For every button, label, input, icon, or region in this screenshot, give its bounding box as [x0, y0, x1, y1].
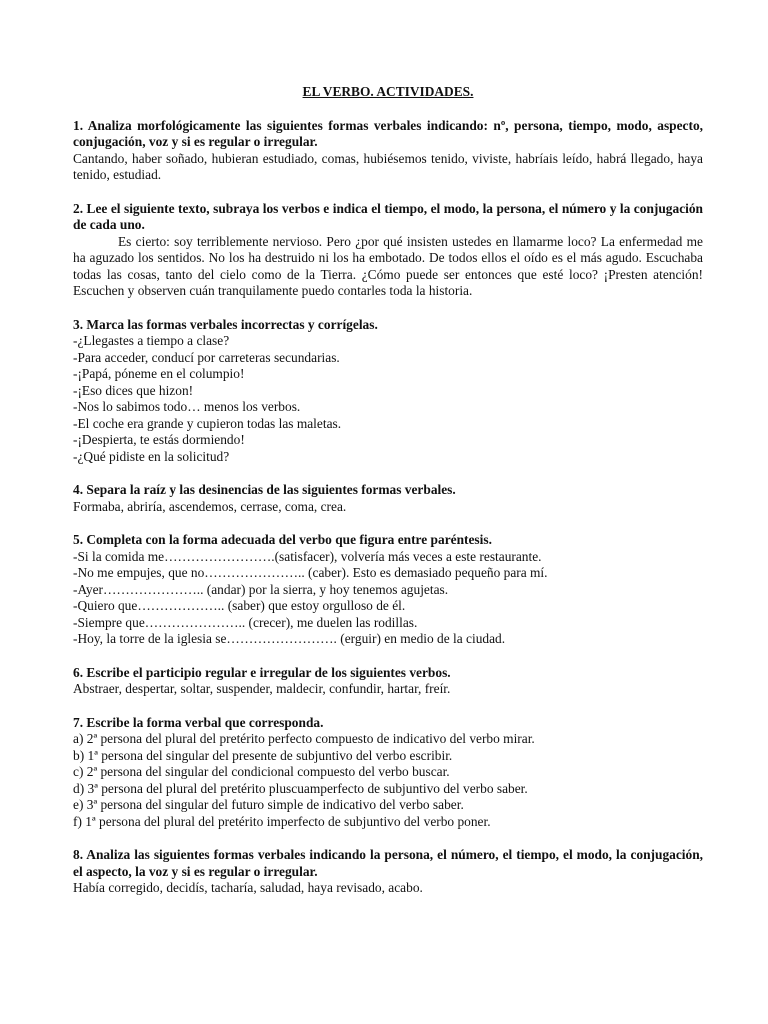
- exercise-line: -El coche era grande y cupieron todas las maletas.: [73, 415, 342, 431]
- exercise-line: -Quiero que……………….. (saber) que estoy orgulloso de él.: [73, 598, 406, 613]
- exercise-heading: 6. Escribe el participio regular e irregular de los siguientes verbos.: [73, 664, 451, 680]
- exercise-line: -Nos lo sabimos todo… menos los verbos.: [73, 399, 301, 414]
- exercise-line: -Para acceder, conducí por carreteras secundarias.: [73, 349, 340, 365]
- exercise-2: [73, 201, 703, 300]
- exercise-line: f) 1ª persona del plural del pretérito imperfecto de subjuntivo del verbo poner.: [73, 813, 491, 829]
- exercise-line: -¡Papá, póneme en el columpio!: [73, 366, 245, 381]
- exercise-line: e) 3ª persona del singular del futuro simple de indicativo del verbo saber.: [73, 797, 464, 812]
- exercise-line: -Siempre que………………….. (crecer), me duelen las rodillas.: [73, 614, 418, 630]
- exercise-heading: 3. Marca las formas verbales incorrectas y corrígelas.: [73, 316, 378, 332]
- exercise-line: -Ayer………………….. (andar) por la sierra, y hoy tenemos agujetas.: [73, 581, 449, 597]
- exercise-heading: 8. Analiza las siguientes formas verbales indicando la persona, el número, el tiempo, el modo, la conjugación, el aspecto, la voz y si es regular o irregular.: [73, 847, 703, 879]
- exercise-1: [73, 118, 703, 184]
- exercise-heading: 4. Separa la raíz y las desinencias de las siguientes formas verbales.: [73, 482, 456, 497]
- exercise-5: [73, 532, 703, 648]
- exercise-line: -¡Eso dices que hizon!: [73, 382, 194, 398]
- exercise-heading: 1. Analiza morfológicamente las siguientes formas verbales indicando: nº, persona, tiempo, modo, aspecto, conjugación, voz y si es regular o irregular.: [73, 117, 703, 149]
- exercise-body: Había corregido, decidís, tacharía, saludad, haya revisado, acabo.: [73, 880, 423, 895]
- exercise-line: -Hoy, la torre de la iglesia se……………………. (erguir) en medio de la ciudad.: [73, 631, 506, 646]
- exercise-heading: 5. Completa con la forma adecuada del verbo que figura entre paréntesis.: [73, 532, 492, 547]
- exercise-body: Cantando, haber soñado, hubieran estudiado, comas, hubiésemos tenido, viviste, habríais leído, habrá llegado, haya tenido, estudiad.: [73, 150, 703, 182]
- exercise-line: -¿Llegastes a tiempo a clase?: [73, 333, 230, 348]
- exercise-line: a) 2ª persona del plural del pretérito perfecto compuesto de indicativo del verbo mirar.: [73, 731, 535, 746]
- exercise-7: [73, 715, 703, 831]
- exercise-line: -Si la comida me…………………….(satisfacer), volvería más veces a este restaurante.: [73, 548, 542, 564]
- exercise-line: -¿Qué pidiste en la solicitud?: [73, 448, 230, 464]
- exercise-line: b) 1ª persona del singular del presente de subjuntivo del verbo escribir.: [73, 747, 453, 763]
- page-title: EL VERBO. ACTIVIDADES.: [302, 84, 474, 99]
- exercise-line: -¡Despierta, te estás dormiendo!: [73, 432, 245, 447]
- exercise-body: Abstraer, despertar, soltar, suspender, maldecir, confundir, hartar, freír.: [73, 681, 451, 696]
- exercise-line: d) 3ª persona del plural del pretérito pluscuamperfecto de subjuntivo del verbo saber.: [73, 780, 528, 796]
- exercise-6: [73, 665, 703, 698]
- document-page: [73, 84, 703, 914]
- exercise-body: Formaba, abriría, ascendemos, cerrase, coma, crea.: [73, 498, 347, 514]
- exercise-line: -No me empujes, que no………………….. (caber). Esto es demasiado pequeño para mí.: [73, 565, 548, 580]
- exercise-body: Es cierto: soy terriblemente nervioso. Pero ¿por qué insisten ustedes en llamarme loco? La enfermedad me ha aguzado los sentidos. No los ha destruido ni los ha embotado. De todos ellos el oído es el más agudo. Escuchaba todas las cosas, tanto del cielo como de la Tierra. ¿Cómo puede ser entonces que esté loco? ¡Presten atención! Escuchen y observen cuán tranquilamente puedo contarles toda la historia.: [73, 233, 703, 298]
- exercise-4: [73, 482, 703, 515]
- exercise-8: [73, 847, 703, 897]
- exercise-heading: 7. Escribe la forma verbal que corresponda.: [73, 714, 324, 730]
- exercise-line: c) 2ª persona del singular del condicional compuesto del verbo buscar.: [73, 764, 450, 779]
- exercise-3: [73, 317, 703, 466]
- exercise-heading: 2. Lee el siguiente texto, subraya los verbos e indica el tiempo, el modo, la persona, el número y la conjugación de cada uno.: [73, 200, 703, 232]
